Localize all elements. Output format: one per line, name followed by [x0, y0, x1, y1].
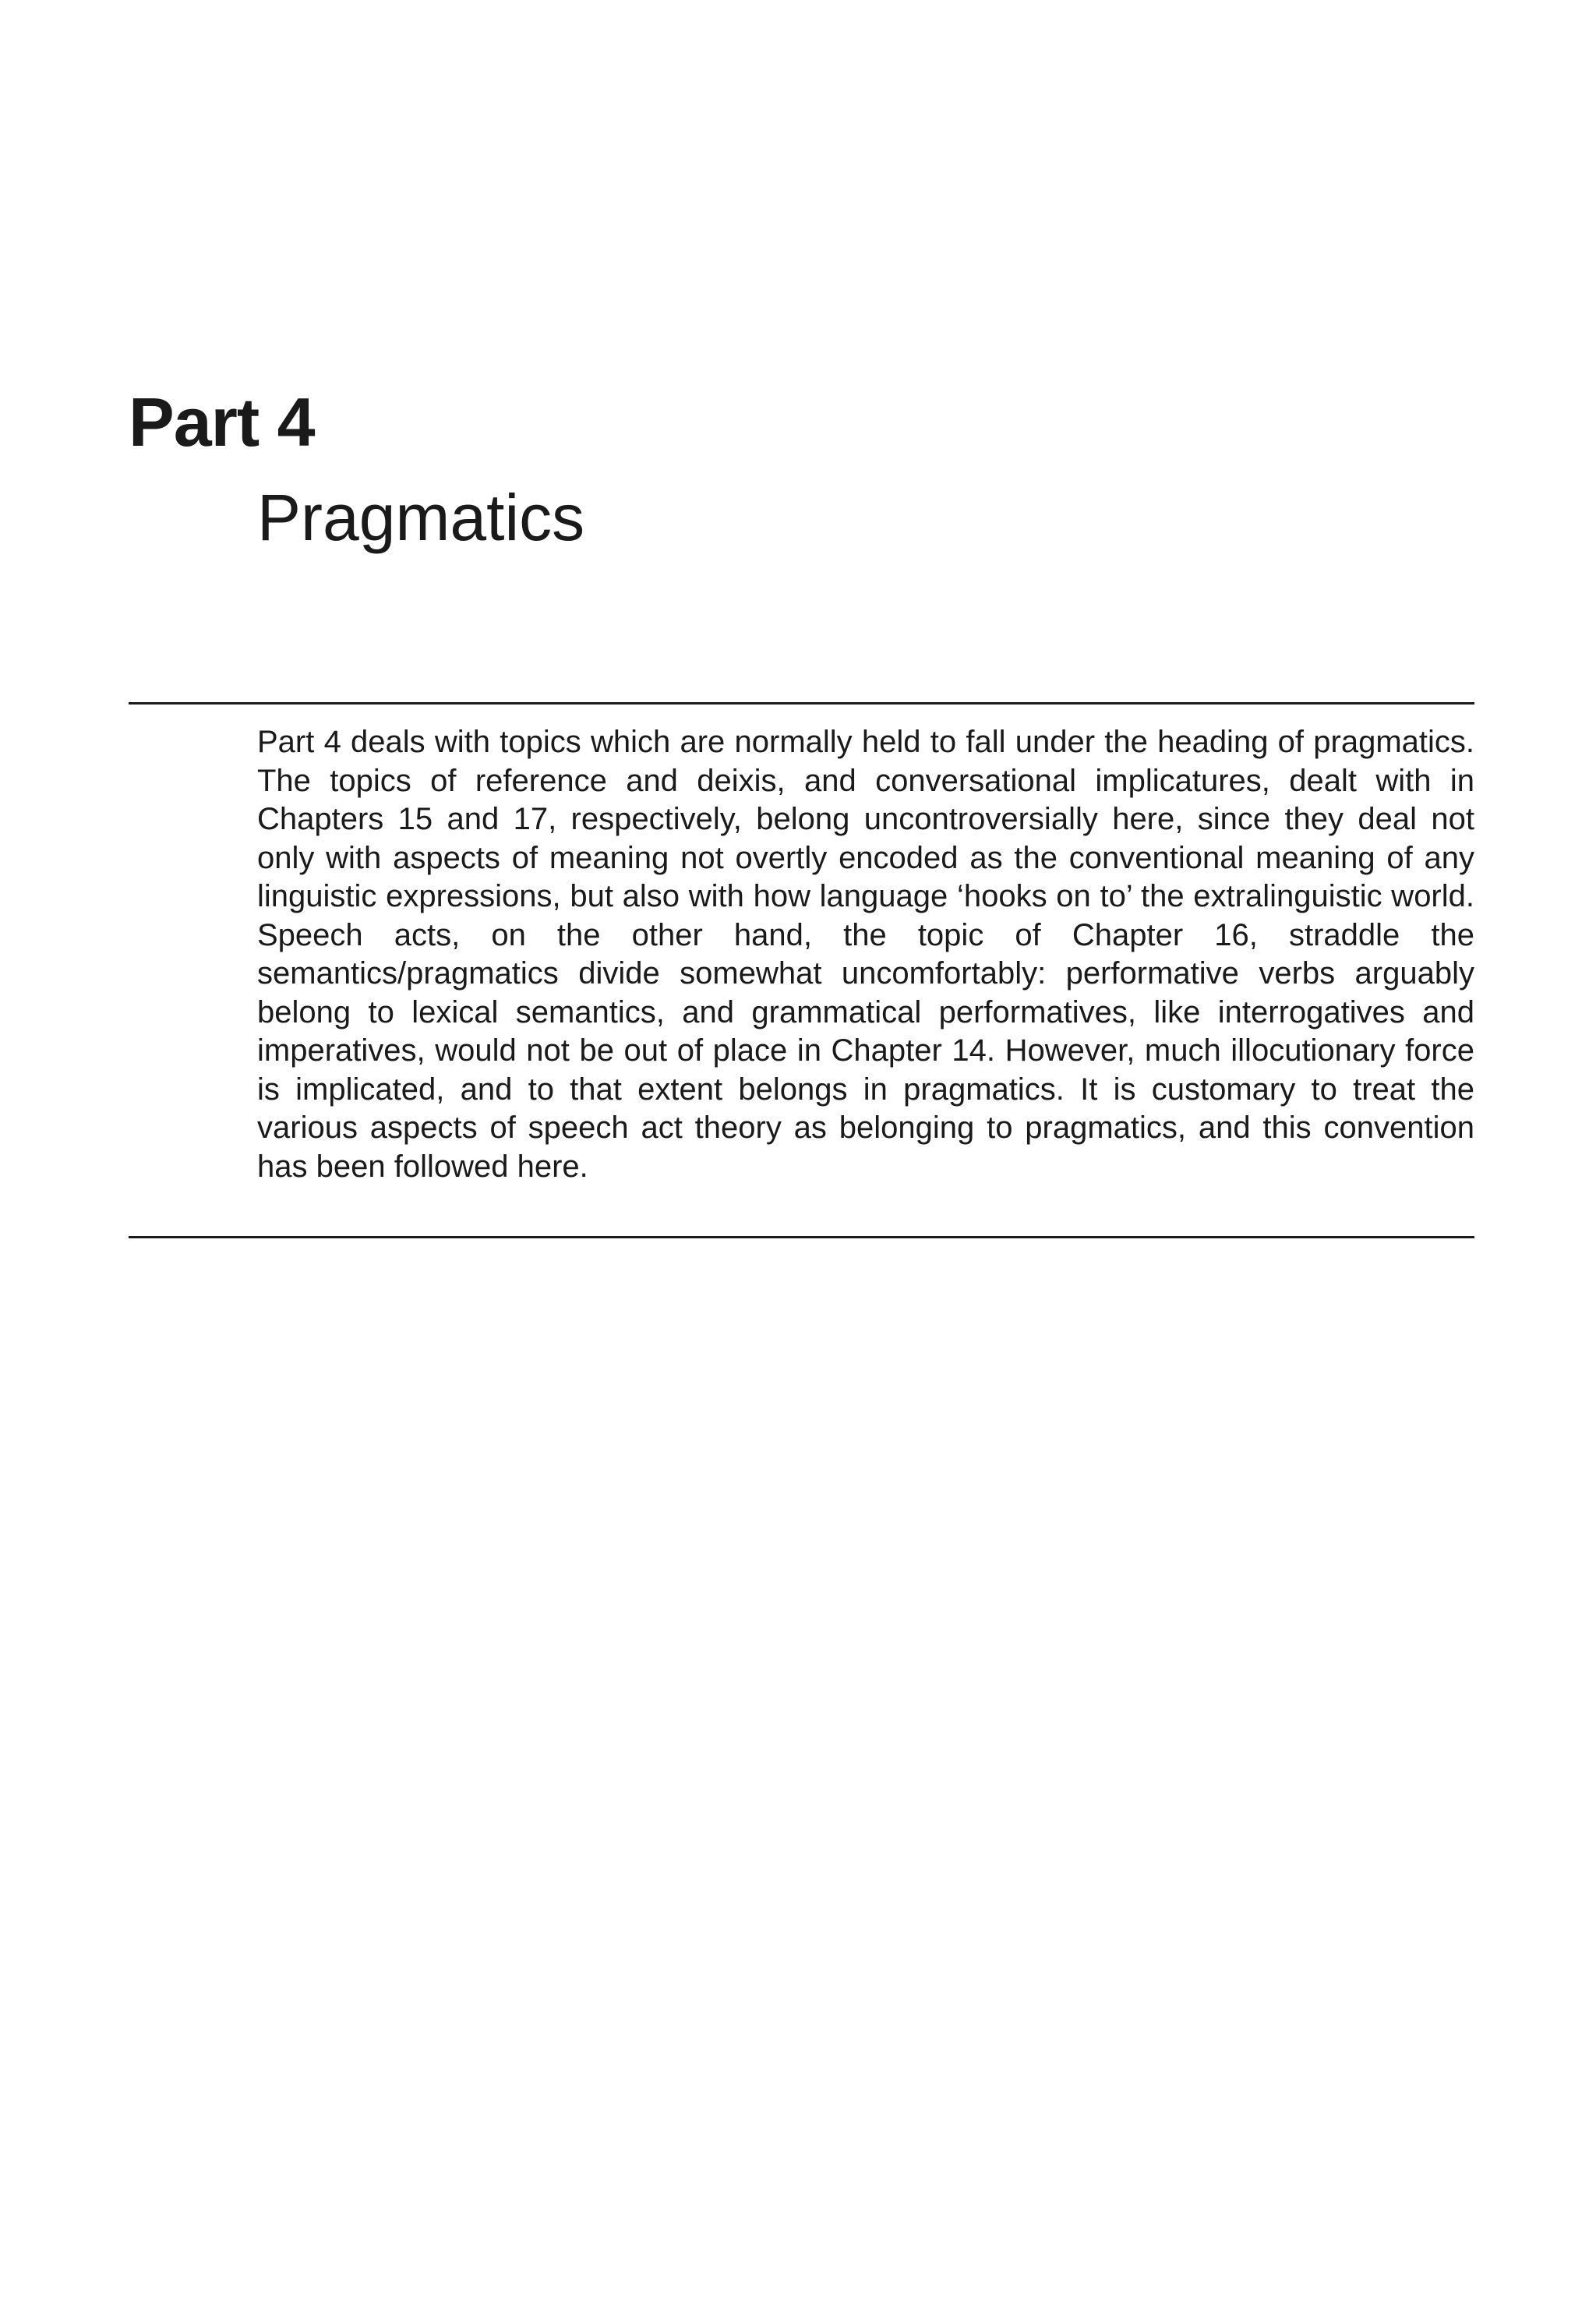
part-introduction: Part 4 deals with topics which are normally held to fall under the heading of pragmatics. The topics of reference and deixis, and conversational implicatures, dealt with in Chapters 15 and 17, respectively, belong uncontroversially here, since they deal not only with aspects of meaning not overtly encoded as the conventional meaning of any linguistic expressions, but also with how language ‘hooks on to’ the extralinguistic world. Speech acts, on the other hand, the topic of Chapter 16, straddle the semantics/pragmatics divide somewhat uncomfortably: performative verbs arguably belong to lexical semantics, and grammatical performatives, like interrogatives and imperatives, would not be out of place in Chapter 14. However, much illocutionary force is implicated, and to that extent belongs in pragmatics. It is customary to treat the various aspects of speech act theory as belonging to pragmatics, and this convention has been followed here.: [257, 725, 1474, 1184]
bottom-divider: [129, 1236, 1474, 1238]
part-number: Part 4: [129, 383, 315, 461]
top-divider: [129, 702, 1474, 705]
part-title: Pragmatics: [257, 481, 585, 554]
